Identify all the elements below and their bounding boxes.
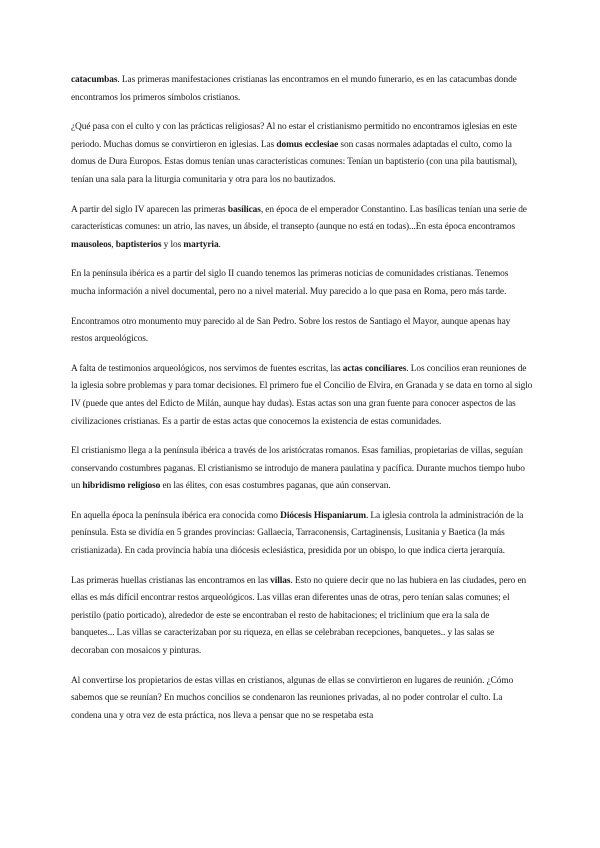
text-run: , en época de el emperador Constantino. Las basílicas tenían una serie de características comunes: un atrio, las naves, un ábside, el transepto (aunque no está en todas)...En esta época encontramos <box>71 204 527 233</box>
paragraph <box>71 673 533 726</box>
paragraph <box>71 266 533 301</box>
text-run: y los <box>161 239 184 250</box>
bold-term: villas <box>270 575 291 586</box>
paragraph <box>71 314 533 349</box>
text-run: . Los concilios eran reuniones de la iglesia sobre problemas y para tomar decisiones. El primero fue el Concilio de Elvira, en Granada y se data en torno al siglo IV (puede que antes del Edicto de Milán, aunque hay dudas). Estas actas son una gran fuente para conocer aspectos de las civilizaciones cristianas. Es a partir de estas actas que conocemos la existencia de estas comunidades. <box>71 363 533 427</box>
document-page <box>71 72 533 737</box>
text-run: . <box>218 239 221 250</box>
text-run: En aquella época la península ibérica era conocida como <box>71 510 281 521</box>
text-run: Las primeras huellas cristianas las encontramos en las <box>71 575 271 586</box>
text-run: Encontramos otro monumento muy parecido al de San Pedro. Sobre los restos de Santiago el Mayor, aunque apenas hay restos arqueológicos. <box>71 316 511 345</box>
text-run: son casas normales adaptadas el culto, como la domus de Dura Europos. Estas domus tenían unas características comunes: Tenían un baptisterio (con una pila bautismal), tenían una sala para la liturgia comunitaria y otra para los no bautizados. <box>71 139 518 185</box>
text-run: ¿Qué pasa con el culto y con las prácticas religiosas? Al no estar el cristianismo permitido no encontramos iglesias en este periodo. Muchas domus se convirtieron en iglesias. Las <box>71 122 517 150</box>
text-run: El cristianismo llega a la península ibérica a través de los aristócratas romanos. Esas familias, propietarias de villas, seguían conservando costumbres paganas. El cristianismo se introdujo de manera paulatina y pacífica. Durante muchos tiempo hubo un <box>71 446 525 492</box>
paragraph <box>71 202 533 255</box>
paragraph <box>71 573 533 661</box>
paragraph <box>71 443 533 496</box>
bold-term: actas conciliares <box>342 363 407 374</box>
text-run: , <box>111 239 116 250</box>
bold-term: mausoleos <box>71 239 112 250</box>
text-run: En la península ibérica es a partir del siglo II cuando tenemos las primeras noticias de comunidades cristianas. Tenemos mucha información a nivel documental, pero no a nivel material. Muy parecido a lo que pasa en Roma, pero más tarde. <box>71 269 509 297</box>
paragraph <box>71 508 533 561</box>
text-run: en las élites, con esas costumbres paganas, que aún conservan. <box>160 481 391 492</box>
paragraph <box>71 72 533 107</box>
bold-term: domus ecclesiae <box>276 139 339 150</box>
text-run: . Esto no quiere decir que no las hubiera en las ciudades, pero en ellas es más difícil encontrar restos arqueológicos. Las villas eran diferentes unas de otras, pero tenían salas comunes; el peristilo (patio porticado), alrededor de este se encontraban el resto de habitaciones; el triclinium que era la sala de banquetes... Las villas se caracterizaban por su riqueza, en ellas se celebraban recepciones, banquetes.. y las salas se decoraban con mosaicos y pinturas. <box>71 575 527 657</box>
bold-term: catacumbas <box>71 75 118 85</box>
bold-term: Diócesis Hispaniarum <box>280 510 366 521</box>
paragraph <box>71 361 533 431</box>
bold-term: hibridismo religioso <box>82 481 161 492</box>
text-run: . La iglesia controla la administración de la península. Esta se dividía en 5 grandes provincias: Gallaecia, Tarraconensis, Cartaginensis, Lusitania y Baetica (la más cristianizada). En cada provincia había una diócesis eclesiástica, presidida por un obispo, lo que indica cierta jerarquía. <box>71 510 524 557</box>
text-run: Al convertirse los propietarios de estas villas en cristianos, algunas de ellas se convirtieron en lugares de reunión. ¿Cómo sabemos que se reunían? En muchos concilios se condenaron las reuniones privadas, al no poder controlar el culto. La condena una y otra vez de esta práctica, nos lleva a pensar que no se respetaba esta <box>71 675 514 721</box>
bold-term: baptisterios <box>115 239 162 250</box>
text-run: A partir del siglo IV aparecen las primeras <box>71 204 228 215</box>
text-run: . Las primeras manifestaciones cristianas las encontramos en el mundo funerario, es en las catacumbas donde encontramos los primeros símbolos cristianos. <box>71 75 517 103</box>
bold-term: martyria <box>183 239 219 250</box>
paragraph <box>71 119 533 189</box>
text-run: A falta de testimonios arqueológicos, nos servimos de fuentes escritas, las <box>71 363 343 374</box>
bold-term: basílicas <box>227 204 261 215</box>
